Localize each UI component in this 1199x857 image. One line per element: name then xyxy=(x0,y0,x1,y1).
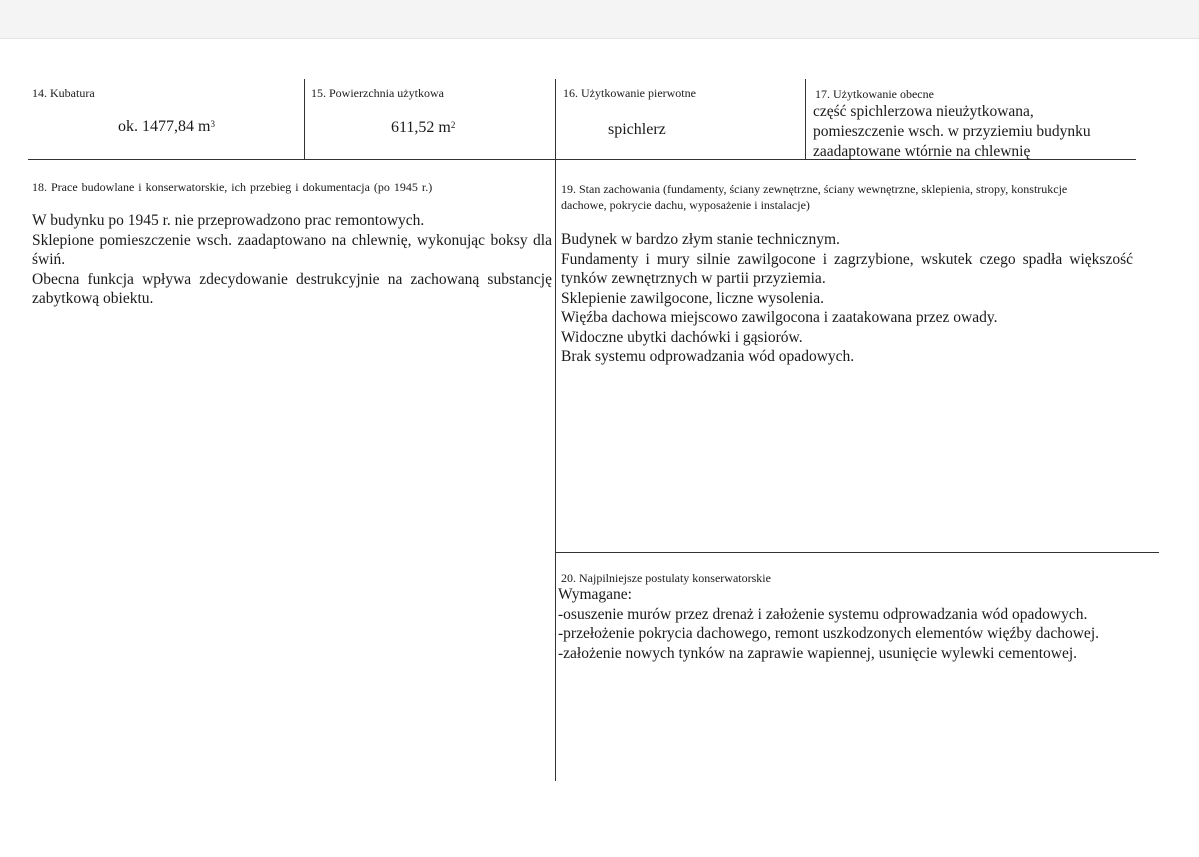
field-19-paragraph: Brak systemu odprowadzania wód opadowych. xyxy=(561,348,855,365)
field-19-paragraph: Widoczne ubytki dachówki i gąsiorów. xyxy=(561,328,803,346)
field-20-paragraph: -założenie nowych tynków na zaprawie wapiennej, usunięcie wylewki cementowej. xyxy=(558,644,1078,662)
document-sheet xyxy=(0,38,1199,857)
field-19-paragraph: Sklepienie zawilgocone, liczne wysolenia. xyxy=(561,289,824,307)
field-17-label: 17. Użytkowanie obecne xyxy=(815,87,934,101)
field-15-label: 15. Powierzchnia użytkowa xyxy=(311,86,444,100)
area-unit-exponent: 2 xyxy=(450,120,456,130)
field-20-body xyxy=(558,585,1114,663)
field-18-paragraph: Sklepione pomieszczenie wsch. zaadaptowano na chlewnię, wykonując boksy dla świń. xyxy=(32,231,552,268)
field-19-paragraph: Więźba dachowa miejscowo zawilgocona i zaatakowana przez owady. xyxy=(561,309,998,326)
cubature-unit-exponent: 3 xyxy=(210,119,215,129)
field-20-paragraph: -przełożenie pokrycia dachowego, remont uszkodzonych elementów więźby dachowej. xyxy=(558,625,1099,642)
field-19-body xyxy=(561,230,1133,367)
rule-divider-16-17 xyxy=(805,79,806,159)
rule-section-20-top xyxy=(555,552,1159,553)
field-19-paragraph: Budynek w bardzo złym stanie technicznym. xyxy=(561,231,840,248)
field-17-line-2: pomieszczenie wsch. w przyziemiu budynku xyxy=(813,123,1091,140)
field-20-label: 20. Najpilniejsze postulaty konserwatorskie xyxy=(561,571,771,585)
field-20-heading: Wymagane: xyxy=(558,586,632,603)
cubature-value: ok. 1477,84 m xyxy=(118,118,211,135)
field-17-line-1: część spichlerzowa nieużytkowana, xyxy=(813,103,1034,120)
rule-divider-14-15 xyxy=(304,79,305,159)
field-14-value xyxy=(118,117,215,137)
field-18-label: 18. Prace budowlane i konserwatorskie, ich przebieg i dokumentacja (po 1945 r.) xyxy=(32,180,433,194)
field-18-paragraph: Obecna funkcja wpływa zdecydowanie destrukcyjnie na zachowaną substancję zabytkową obiektu. xyxy=(32,270,552,307)
field-18-paragraph: W budynku po 1945 r. nie przeprowadzono prac remontowych. xyxy=(32,212,425,229)
field-19-paragraph: Fundamenty i mury silnie zawilgocone i zagrzybione, wskutek czego spadła większość tynków zewnętrznych w partii przyziemia. xyxy=(561,250,1133,287)
field-19-label: 19. Stan zachowania (fundamenty, ściany zewnętrzne, ściany wewnętrzne, sklepienia, stropy, konstrukcje dachowe, pokrycie dachu, wyposażenie i instalacje) xyxy=(561,182,1068,212)
usable-area-value: 611,52 m xyxy=(391,119,451,136)
field-15-value xyxy=(391,118,455,138)
field-14-label: 14. Kubatura xyxy=(32,86,95,100)
rule-divider-15-16 xyxy=(555,79,556,781)
field-20-paragraph: -osuszenie murów przez drenaż i założenie systemu odprowadzania wód opadowych. xyxy=(558,605,1088,623)
field-16-value: spichlerz xyxy=(608,121,666,138)
field-18-body xyxy=(32,211,552,309)
field-17-line-3: zaadaptowane wtórnie na chlewnię xyxy=(813,143,1031,160)
field-16-label: 16. Użytkowanie pierwotne xyxy=(563,86,696,100)
